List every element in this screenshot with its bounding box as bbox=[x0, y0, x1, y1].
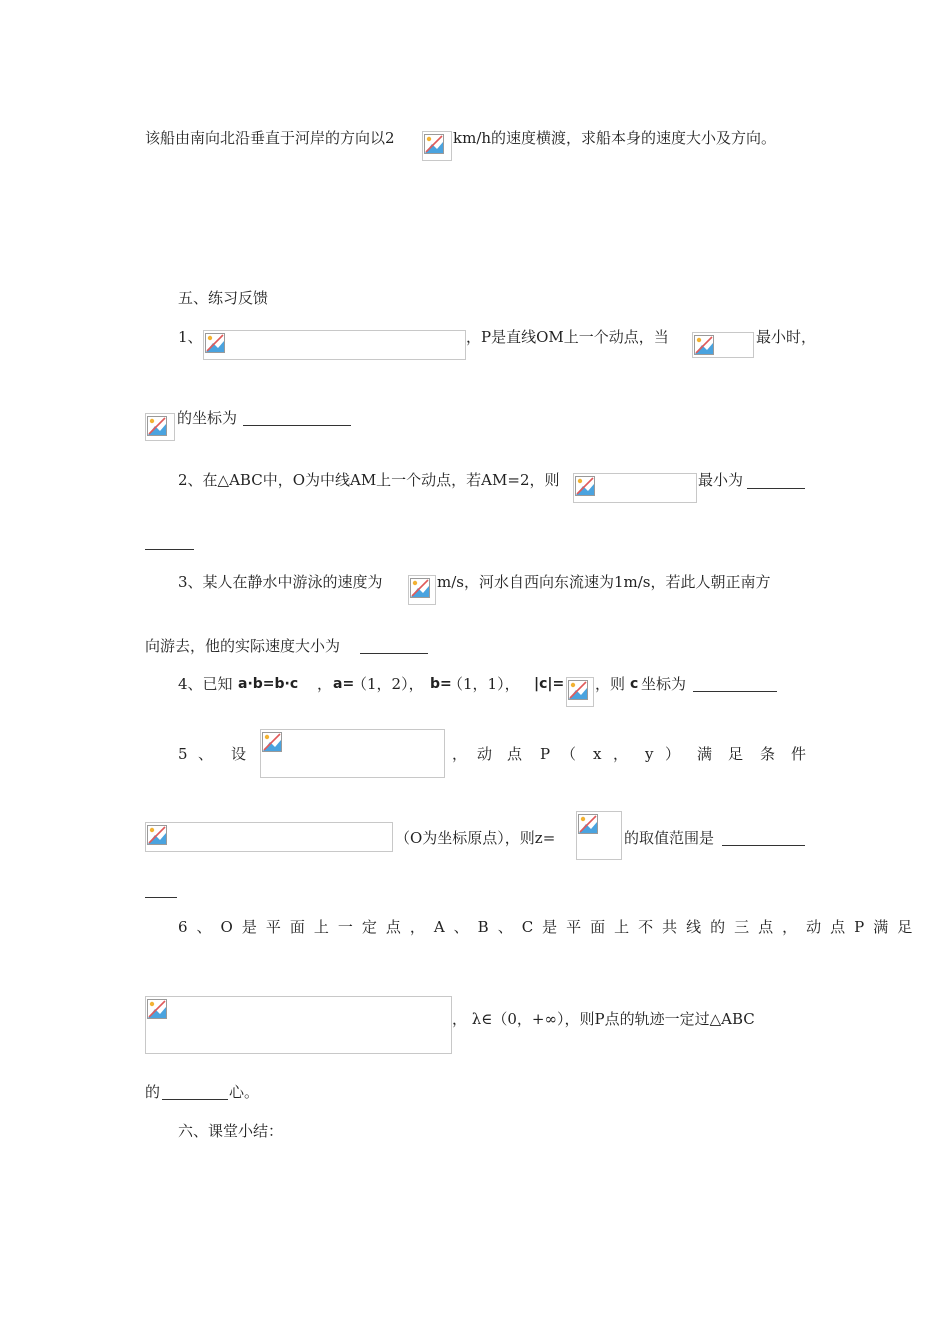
q6-line1-text: 6、O是平面上一定点，A、B、C是平面上不共线的三点，动点P满足 bbox=[178, 918, 922, 936]
q5-line2-end: 的取值范围是 bbox=[624, 829, 715, 847]
q5-formula-image-3 bbox=[576, 811, 622, 860]
q2-formula-image bbox=[573, 473, 697, 503]
broken-image-icon bbox=[147, 416, 167, 436]
q4-vector-b: b= bbox=[430, 676, 452, 692]
section-title-5: 五、练习反馈 bbox=[178, 289, 269, 307]
answer-blank[interactable] bbox=[747, 488, 805, 489]
q5-char: ， bbox=[613, 745, 629, 763]
broken-image-icon bbox=[262, 732, 282, 752]
q4-vector-c-norm: |c|= bbox=[534, 676, 565, 692]
q6-line3-pre: 的 bbox=[145, 1083, 161, 1101]
q5-char: 5 bbox=[178, 745, 188, 763]
q5-char: 动 bbox=[477, 745, 493, 763]
q1-text-mid: ，P是直线OM上一个动点，当 bbox=[466, 328, 669, 346]
section-title-6: 六、课堂小结： bbox=[178, 1122, 284, 1140]
q5-char: x bbox=[593, 745, 602, 763]
q5-char: 满 bbox=[697, 745, 713, 763]
q4-formula-image bbox=[566, 677, 594, 707]
q5-char: 设 bbox=[231, 745, 247, 763]
answer-blank[interactable] bbox=[243, 425, 351, 426]
broken-image-icon bbox=[575, 476, 595, 496]
broken-image-icon bbox=[205, 333, 225, 353]
intro-text-post: km/h的速度横渡，求船本身的速度大小及方向。 bbox=[453, 129, 777, 147]
answer-blank[interactable] bbox=[360, 653, 428, 654]
q5-line2-text: （O为坐标原点），则z= bbox=[395, 829, 556, 847]
q4-sep: ， bbox=[317, 675, 333, 693]
answer-blank-continued[interactable] bbox=[145, 897, 177, 898]
q6-line3-post: 心。 bbox=[229, 1083, 260, 1101]
q5-char: P bbox=[540, 745, 551, 763]
q4-vector-a: a= bbox=[333, 676, 355, 692]
q1-line2-text: 的坐标为 bbox=[177, 409, 238, 427]
q5-formula-image-2 bbox=[145, 822, 393, 852]
q1-formula-image-2 bbox=[692, 332, 754, 358]
q5-char: y bbox=[645, 745, 654, 763]
q1-number: 1、 bbox=[178, 328, 203, 346]
q5-char: ） bbox=[665, 745, 681, 763]
q4-text-end: 坐标为 bbox=[641, 675, 687, 693]
q3-text-post: m/s，河水自西向东流速为1m/s，若此人朝正南方 bbox=[437, 573, 771, 591]
q1-formula-image-3 bbox=[145, 413, 175, 441]
q5-char: ， bbox=[452, 745, 468, 763]
q3-formula-image bbox=[408, 575, 436, 605]
q4-text-pre: 4、已知 bbox=[178, 675, 233, 693]
q2-text-end: 最小为 bbox=[698, 471, 744, 489]
broken-image-icon bbox=[694, 335, 714, 355]
intro-text-pre: 该船由南向北沿垂直于河岸的方向以2 bbox=[145, 129, 395, 147]
q4-b-value: （1，1）， bbox=[448, 675, 520, 693]
q3-line2-text: 向游去，他的实际速度大小为 bbox=[145, 637, 341, 655]
answer-blank[interactable] bbox=[722, 845, 805, 846]
q5-char: （ bbox=[561, 745, 577, 763]
q5-formula-image bbox=[260, 729, 445, 778]
broken-image-icon bbox=[147, 825, 167, 845]
q6-line2-text: ， λ∈（0，+∞），则P点的轨迹一定过△ABC bbox=[452, 1010, 755, 1028]
answer-blank[interactable] bbox=[162, 1099, 228, 1100]
q5-char: 点 bbox=[507, 745, 523, 763]
broken-image-icon bbox=[578, 814, 598, 834]
answer-blank-continued[interactable] bbox=[145, 549, 194, 550]
broken-image-icon bbox=[568, 680, 588, 700]
q1-text-end: 最小时， bbox=[756, 328, 817, 346]
q4-text-post: ，则 bbox=[595, 675, 626, 693]
formula-image bbox=[422, 131, 452, 161]
q6-formula-image bbox=[145, 996, 452, 1054]
q5-char: 足 bbox=[728, 745, 744, 763]
q5-char: 条 bbox=[760, 745, 776, 763]
answer-blank[interactable] bbox=[693, 691, 777, 692]
q4-vector-expr: a·b=b·c bbox=[238, 676, 299, 692]
q4-vector-c: c bbox=[630, 676, 639, 692]
q5-char: 、 bbox=[198, 745, 214, 763]
broken-image-icon bbox=[147, 999, 167, 1019]
q5-char: 件 bbox=[791, 745, 807, 763]
q2-text: 2、在△ABC中，O为中线AM上一个动点，若AM=2，则 bbox=[178, 471, 560, 489]
broken-image-icon bbox=[410, 578, 430, 598]
q4-a-value: （1，2）， bbox=[352, 675, 424, 693]
q3-text-pre: 3、某人在静水中游泳的速度为 bbox=[178, 573, 383, 591]
q1-formula-image bbox=[203, 330, 466, 360]
broken-image-icon bbox=[424, 134, 444, 154]
